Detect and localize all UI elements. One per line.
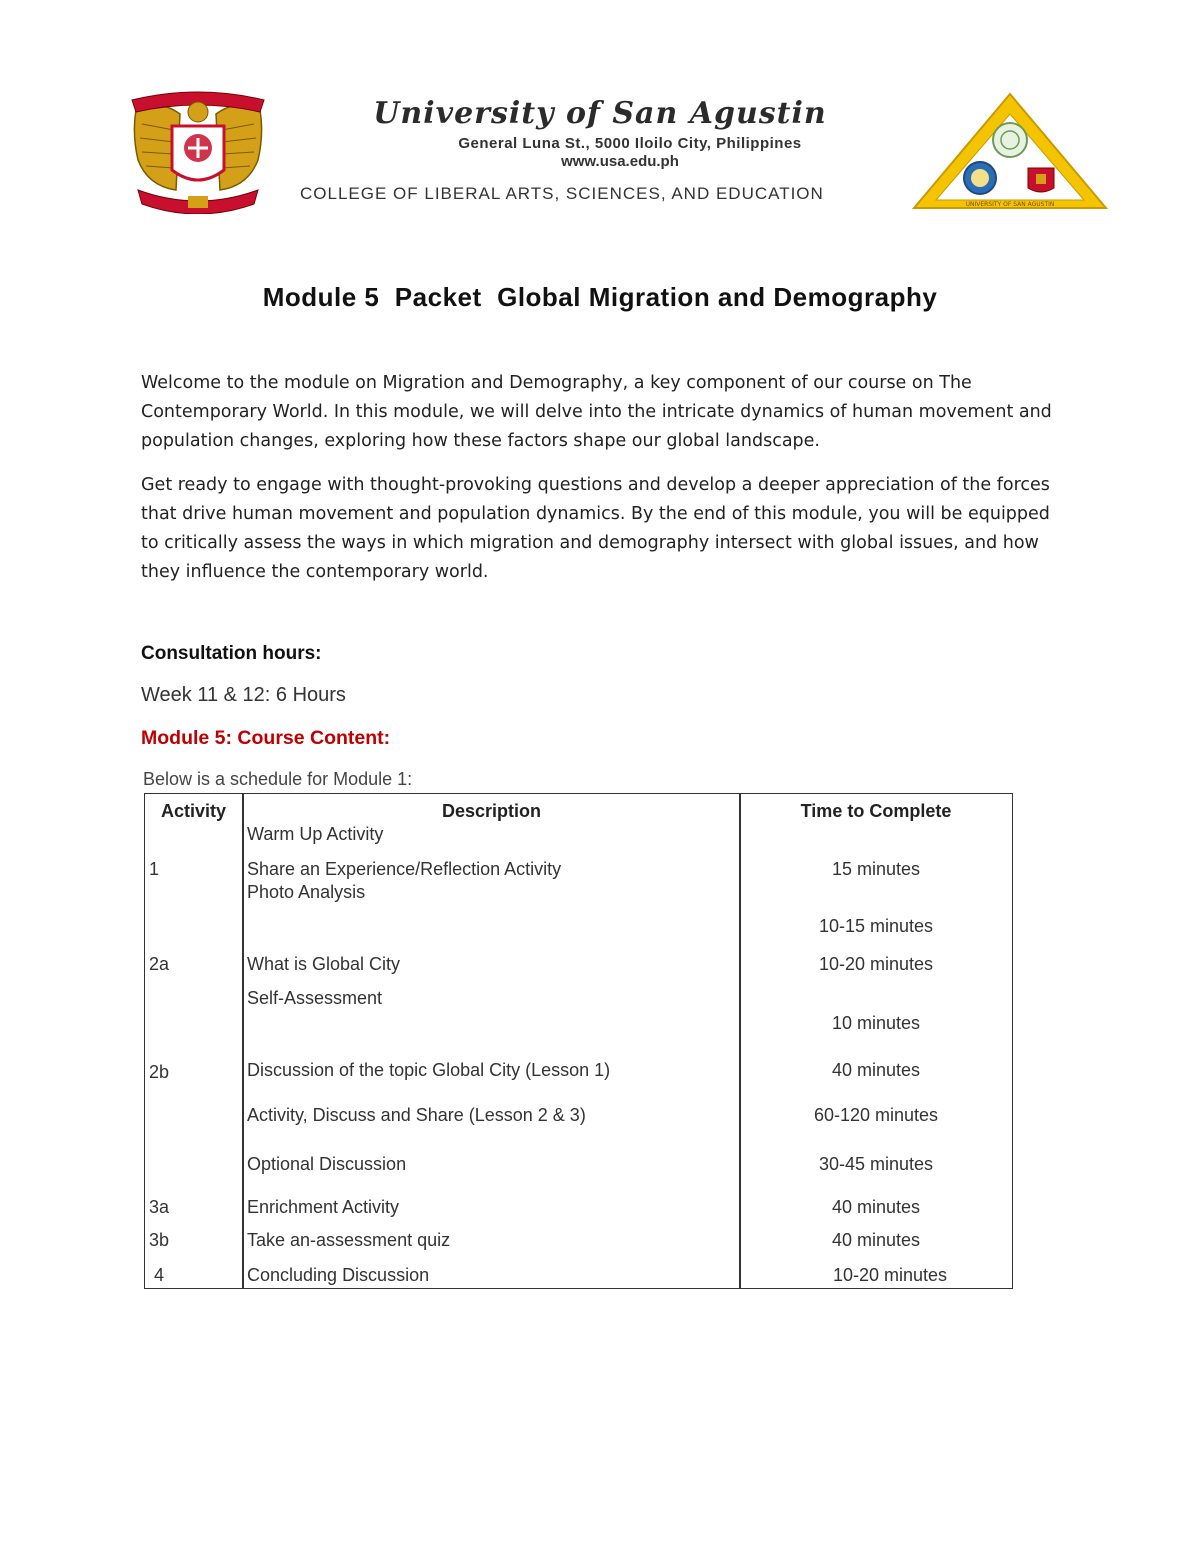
university-address: General Luna St., 5000 Iloilo City, Philippines <box>458 135 802 152</box>
row-time: 10 minutes <box>831 1013 921 1033</box>
college-name: COLLEGE OF LIBERAL ARTS, SCIENCES, AND EDUCATION <box>300 184 824 203</box>
row-time: 10-15 minutes <box>818 916 934 936</box>
row-description: What is Global City <box>247 954 401 974</box>
row-description: Warm Up Activity <box>247 824 384 844</box>
row-activity: 3b <box>149 1230 170 1250</box>
row-description: Enrichment Activity <box>247 1197 400 1217</box>
header-description: Description <box>441 801 542 821</box>
header-activity: Activity <box>160 801 227 821</box>
logo-banner-text: UNIVERSITY OF SAN AGUSTIN <box>965 201 1055 208</box>
schedule-table <box>144 793 1013 1289</box>
row-time: 60-120 minutes <box>813 1105 939 1125</box>
row-time: 10-20 minutes <box>818 954 934 974</box>
row-time: 40 minutes <box>831 1197 921 1217</box>
row-description: Self-Assessment <box>247 988 383 1008</box>
column-divider <box>242 794 244 1288</box>
university-website[interactable]: www.usa.edu.ph <box>561 153 679 170</box>
university-seal-logo <box>128 90 268 214</box>
row-time: 40 minutes <box>831 1230 921 1250</box>
row-activity: 3a <box>149 1197 170 1217</box>
row-description: Optional Discussion <box>247 1154 407 1174</box>
row-time: 40 minutes <box>831 1060 921 1080</box>
intro-paragraph: Welcome to the module on Migration and Demography, a key component of our course on The Contemporary World. In this module, we will delve into the intricate dynamics of human movement and population changes, exploring how these factors shape our global landscape. <box>141 373 1052 451</box>
university-name: University of San Agustin <box>373 96 827 131</box>
row-time: 15 minutes <box>831 859 921 879</box>
consultation-heading: Consultation hours: <box>141 643 322 664</box>
header-time: Time to Complete <box>800 801 952 821</box>
row-description: Activity, Discuss and Share (Lesson 2 & 3) <box>247 1105 586 1125</box>
row-description: Share an Experience/Reflection Activity <box>247 859 562 879</box>
row-activity: 1 <box>149 859 160 879</box>
row-description: Concluding Discussion <box>247 1265 430 1285</box>
schedule-intro: Below is a schedule for Module 1: <box>143 769 413 789</box>
row-time: 10-20 minutes <box>832 1265 948 1285</box>
row-time: 30-45 minutes <box>818 1154 934 1174</box>
row-description: Photo Analysis <box>247 882 366 902</box>
intro-paragraph: Get ready to engage with thought-provoking questions and develop a deeper appreciation of the forces that drive human movement and population dynamics. By the end of this module, you will be equipped to critically assess the ways in which migration and demography intersect with global issues, and how they influence the contemporary world. <box>141 475 1050 582</box>
row-description: Take an-assessment quiz <box>247 1230 451 1250</box>
row-activity: 2b <box>149 1062 170 1082</box>
consultation-value: Week 11 & 12: 6 Hours <box>141 684 346 706</box>
row-description: Discussion of the topic Global City (Lesson 1) <box>247 1060 611 1080</box>
row-activity: 4 <box>154 1265 165 1285</box>
page-title: Module 5 Packet Global Migration and Demography <box>262 282 938 312</box>
row-activity: 2a <box>149 954 170 974</box>
course-content-heading: Module 5: Course Content: <box>141 727 391 749</box>
college-triangle-logo <box>912 92 1108 210</box>
